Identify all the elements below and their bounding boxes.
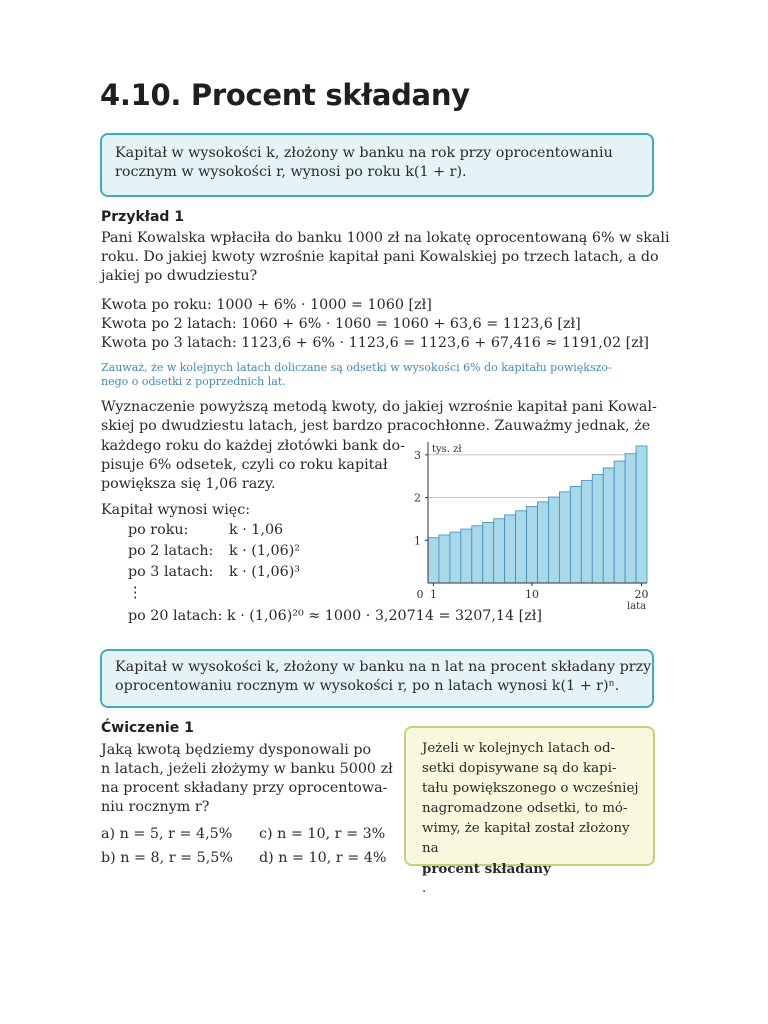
note-line: Zauważ, że w kolejnych latach doliczane są odsetki w wysokości 6% do kapitału powiększo- (101, 361, 612, 374)
x-tick-label: 10 (525, 588, 540, 601)
capital-row-formula: k · 1,06 (229, 522, 284, 538)
side-note-prefix: na (422, 841, 439, 856)
side-note-line: Jeżeli w kolejnych latach od- (422, 741, 616, 756)
explanation-line: powiększa się 1,06 razy. (101, 476, 276, 492)
growth-chart (395, 436, 660, 616)
exercise-line: na procent składany przy oprocentowa- (101, 780, 388, 796)
y-axis-label: tys. zł (432, 444, 462, 455)
example-note (101, 361, 612, 389)
side-note-text (422, 739, 639, 899)
exercise-options-row (101, 849, 391, 868)
side-note-line: nagromadzone odsetki, to mó- (422, 801, 628, 816)
y-tick-label: 2 (414, 491, 421, 505)
capital-intro: Kapitał wynosi więc: (101, 502, 251, 518)
y-tick-label: 1 (414, 534, 421, 548)
bar (570, 486, 581, 583)
example-heading: Przykład 1 (101, 209, 185, 225)
bar (548, 497, 559, 583)
explanation-wrap (101, 437, 405, 494)
bar (428, 538, 439, 583)
bar (450, 532, 461, 583)
bar (581, 481, 592, 583)
bar (603, 468, 614, 583)
general-formula-line: oprocentowaniu rocznym w wysokości r, po n latach wynosi k(1 + r)ⁿ. (115, 678, 620, 694)
exercise-line: niu rocznym r? (101, 799, 210, 815)
definition-text (115, 144, 613, 182)
side-note-line: wimy, że kapitał został złożony (422, 821, 630, 836)
capital-row-formula: k · (1,06)² (229, 543, 301, 559)
exercise-line: n latach, jeżeli złożymy w banku 5000 zł (101, 761, 393, 777)
bar (592, 474, 603, 583)
x-tick-label: 0 (416, 588, 424, 601)
bar (559, 492, 570, 583)
page-title: 4.10. Procent składany (100, 78, 470, 112)
capital-row-formula: k · (1,06)³ (229, 564, 301, 580)
exercise-option-a: a) n = 5, r = 4,5% (101, 826, 233, 842)
explanation-line: pisuje 6% odsetek, czyli co roku kapitał (101, 457, 388, 473)
bar (538, 502, 549, 583)
exercise-line: Jaką kwotą będziemy dysponowali po (101, 742, 372, 758)
example-problem (101, 229, 670, 286)
side-note-suffix: . (422, 881, 427, 896)
side-note-line (422, 839, 639, 899)
exercise-option-c: c) n = 10, r = 3% (259, 826, 386, 842)
bar (439, 535, 450, 583)
general-formula-text (115, 658, 651, 696)
problem-line: jakiej po dwudziestu? (101, 268, 258, 284)
bar (636, 446, 647, 583)
explanation-line: każdego roku do każdej złotówki bank do- (101, 438, 405, 454)
calc-line: Kwota po roku: 1000 + 6% · 1000 = 1060 [zł] (101, 297, 432, 313)
definition-line: Kapitał w wysokości k, złożony w banku na rok przy oprocentowaniu (115, 145, 613, 161)
definition-line: rocznym w wysokości r, wynosi po roku k(1 + r). (115, 164, 467, 180)
exercise-option-d: d) n = 10, r = 4% (259, 850, 387, 866)
bar (483, 522, 494, 583)
side-note-line: setki dopisywane są do kapi- (422, 761, 617, 776)
capital-row-label: po roku: (128, 522, 189, 538)
explanation-full (101, 398, 657, 436)
x-tick-label: 20 (634, 588, 649, 601)
bar (461, 529, 472, 583)
capital-row-label: po 2 latach: (128, 543, 214, 559)
x-tick-label: 1 (429, 588, 437, 601)
exercise-options-row (101, 825, 391, 844)
capital-row-label: po 3 latach: (128, 564, 214, 580)
bar (527, 506, 538, 583)
problem-line: Pani Kowalska wpłaciła do banku 1000 zł na lokatę oprocentowaną 6% w skali (101, 230, 670, 246)
side-note (404, 726, 655, 896)
bar (472, 526, 483, 583)
general-formula-box (100, 649, 654, 708)
bar (625, 454, 636, 583)
capital-row (128, 520, 398, 541)
capital-row (128, 583, 398, 604)
capital-row (128, 541, 398, 562)
chart-bars (428, 446, 647, 583)
note-line: nego o odsetki z poprzednich lat. (101, 375, 286, 388)
example-calculations (101, 296, 649, 353)
bar (505, 515, 516, 583)
definition-box (100, 133, 654, 197)
x-axis-label: lata (627, 601, 647, 612)
explanation-line: skiej po dwudziestu latach, jest bardzo pracochłonne. Zauważmy jednak, że (101, 418, 651, 434)
bar (614, 461, 625, 583)
exercise-text (101, 741, 393, 817)
side-note-term: procent składany (422, 861, 551, 877)
side-note-line: tału powiększonego o wcześniej (422, 781, 639, 796)
bar (516, 511, 527, 583)
capital-table (128, 520, 398, 604)
explanation-line: Wyznaczenie powyższą metodą kwoty, do jakiej wzrośnie kapitał pani Kowal- (101, 399, 657, 415)
problem-line: roku. Do jakiej kwoty wzrośnie kapitał pani Kowalskiej po trzech latach, a do (101, 249, 659, 265)
exercise-heading: Ćwiczenie 1 (101, 720, 194, 736)
capital-last: po 20 latach: k · (1,06)²⁰ ≈ 1000 · 3,20714 = 3207,14 [zł] (128, 608, 542, 624)
capital-row-label: ⋮ (128, 585, 143, 601)
bar (494, 519, 505, 583)
calc-line: Kwota po 2 latach: 1060 + 6% · 1060 = 1060 + 63,6 = 1123,6 [zł] (101, 316, 581, 332)
exercise-option-b: b) n = 8, r = 5,5% (101, 850, 233, 866)
general-formula-line: Kapitał w wysokości k, złożony w banku na n lat na procent składany przy (115, 659, 652, 675)
calc-line: Kwota po 3 latach: 1123,6 + 6% · 1123,6 = 1123,6 + 67,416 ≈ 1191,02 [zł] (101, 335, 649, 351)
y-tick-label: 3 (414, 448, 421, 462)
capital-row (128, 562, 398, 583)
